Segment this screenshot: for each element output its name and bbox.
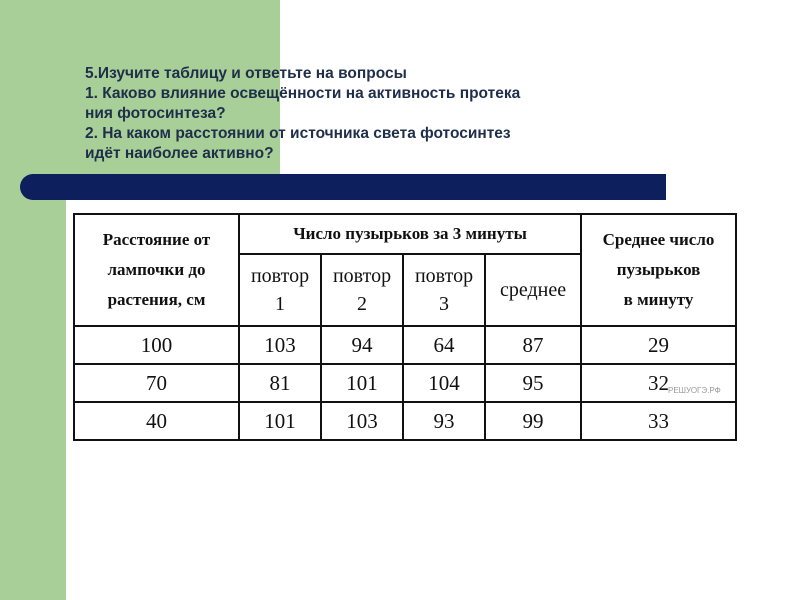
watermark: РЕШУОГЭ.РФ [668,386,721,395]
table-cell: 103 [239,326,321,364]
table-cell: 32 [581,364,736,402]
table-cell: 70 [74,364,239,402]
table-cell: 29 [581,326,736,364]
table-header-row [74,214,736,254]
table-cell: 40 [74,402,239,440]
table-cell: 93 [403,402,485,440]
navy-divider-bar [20,174,666,200]
table-cell: 100 [74,326,239,364]
subheader-repeat-2: повтор 2 [321,254,403,326]
table-row [74,326,736,364]
question-line: 5.Изучите таблицу и ответьте на вопросы [85,65,407,82]
table-row [74,364,736,402]
table-cell: 94 [321,326,403,364]
header-distance: Расстояние от лампочки до растения, см [74,214,239,326]
question-line: 2. На каком расстоянии от источника света фотосинтез [85,125,511,142]
question-line: 1. Каково влияние освещённости на активность протека [85,85,521,102]
table-cell: 104 [403,364,485,402]
subheader-repeat-1: повтор 1 [239,254,321,326]
subheader-repeat-3: повтор 3 [403,254,485,326]
table-cell: 64 [403,326,485,364]
table-cell: 99 [485,402,581,440]
header-bubbles-group: Число пузырьков за 3 минуты [239,214,581,254]
subheader-average: среднее [485,254,581,326]
header-average-per-minute: Среднее число пузырьков в минуту [581,214,736,326]
table-cell: 33 [581,402,736,440]
table-cell: 101 [321,364,403,402]
table-cell: 87 [485,326,581,364]
data-table [73,213,737,441]
table-cell: 95 [485,364,581,402]
question-text [85,64,725,164]
table-row [74,402,736,440]
table-cell: 103 [321,402,403,440]
table-cell: 101 [239,402,321,440]
table-cell: 81 [239,364,321,402]
question-line: ния фотосинтеза? [85,105,226,122]
question-line: идёт наиболее активно? [85,145,274,162]
